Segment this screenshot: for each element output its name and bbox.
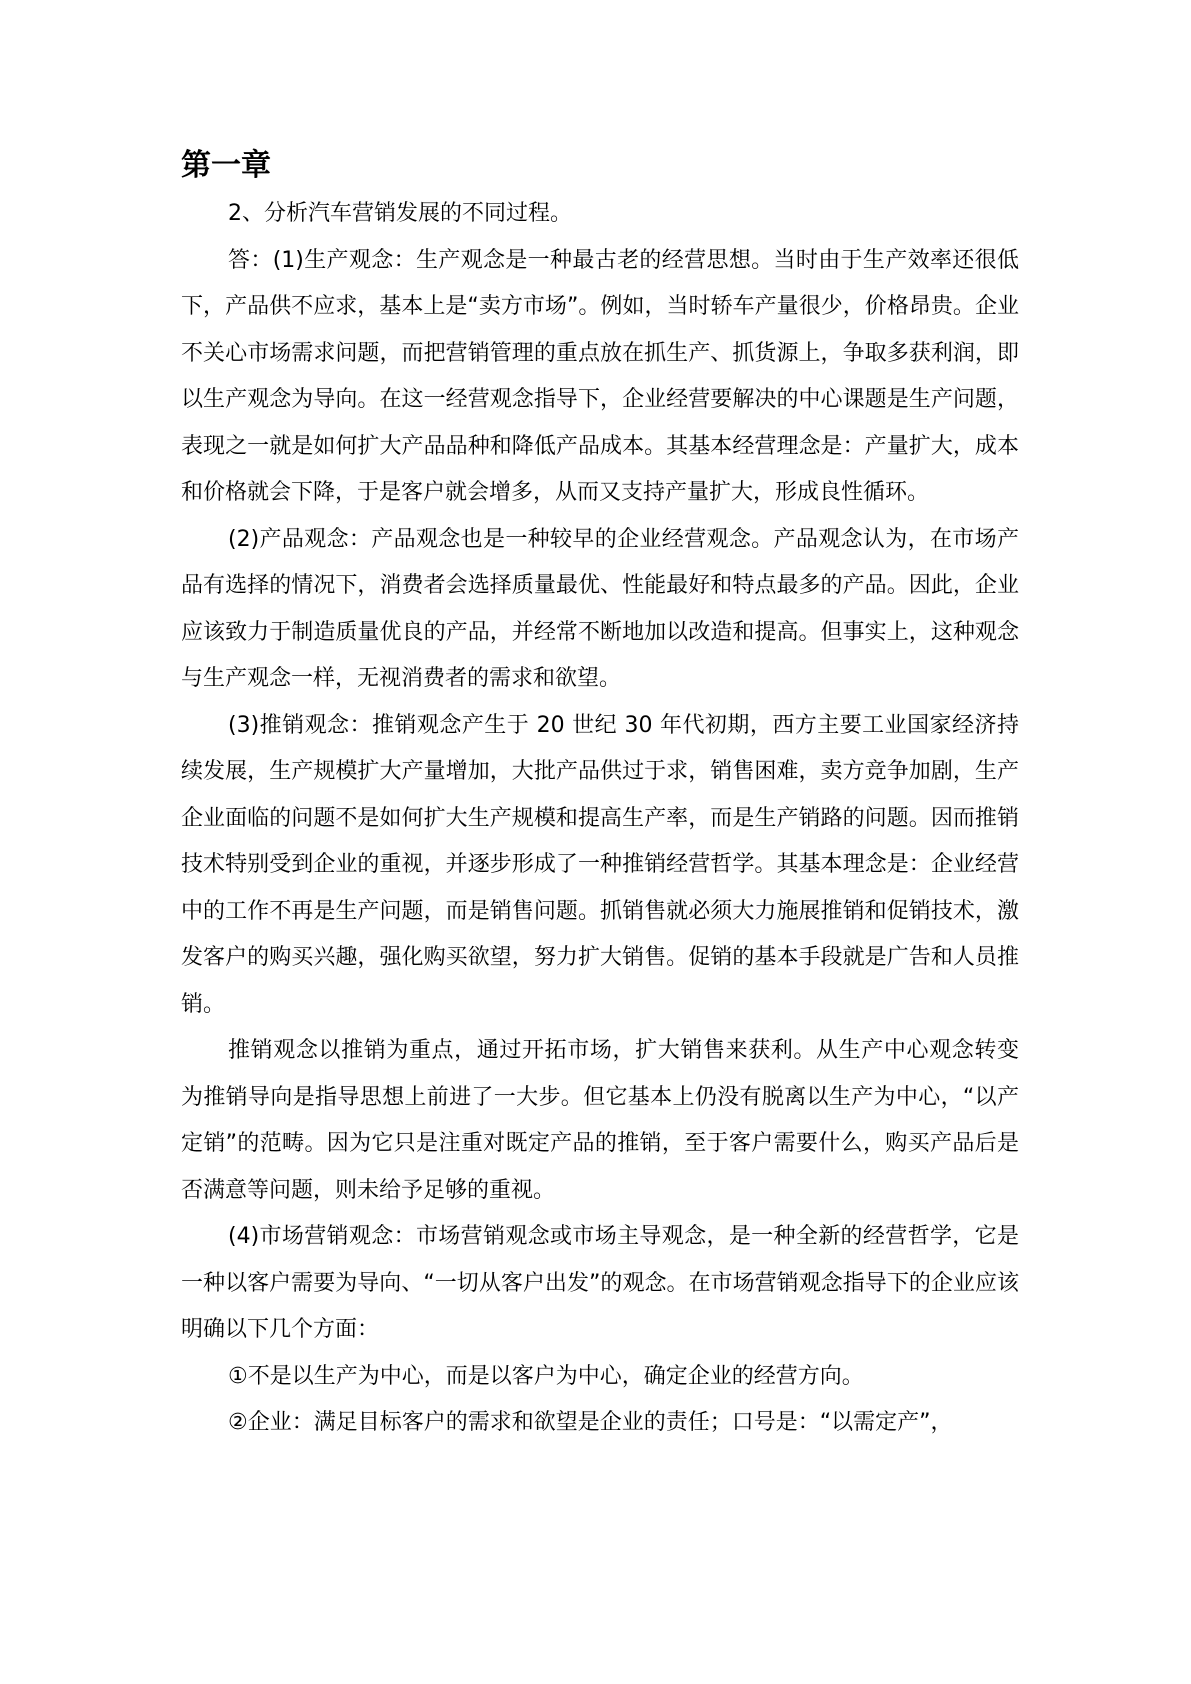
answer-selling-concept: (3)推销观念：推销观念产生于 20 世纪 30 年代初期，西方主要工业国家经济持续发展，生产规模扩大产量增加，大批产品供过于求，销售困难，卖方竞争加剧，生产企业面临的问题不是如何扩大生产规模和提高生产率，而是生产销路的问题。因而推销技术特别受到企业的重视，并逐步形成了一种推销经营哲学。其基本理念是：企业经营中的工作不再是生产问题，而是销售问题。抓销售就必须大力施展推销和促销技术，激发客户的购买兴趣，强化购买欲望，努力扩大销售。促销的基本手段就是广告和人员推销。: [181, 712, 1019, 1017]
document-body: [181, 148, 1019, 1447]
selling-concept-commentary: 推销观念以推销为重点，通过开拓市场，扩大销售来获利。从生产中心观念转变为推销导向是指导思想上前进了一大步。但它基本上仍没有脱离以生产为中心，“以产定销”的范畴。因为它只是注重对既定产品的推销，至于客户需要什么，购买产品后是否满意等问题，则未给予足够的重视。: [181, 1038, 1019, 1203]
question-heading: 2、分析汽车营销发展的不同过程。: [228, 201, 572, 226]
answer-product-concept: (2)产品观念：产品观念也是一种较早的企业经营观念。产品观念认为，在市场产品有选择的情况下，消费者会选择质量最优、性能最好和特点最多的产品。因此，企业应该致力于制造质量优良的产品，并经常不断地加以改造和提高。但事实上，这种观念与生产观念一样，无视消费者的需求和欲望。: [181, 526, 1019, 691]
answer-production-concept: 答：(1)生产观念：生产观念是一种最古老的经营思想。当时由于生产效率还很低下，产品供不应求，基本上是“卖方市场”。例如，当时轿车产量很少，价格昂贵。企业不关心市场需求问题，而把营销管理的重点放在抓生产、抓货源上，争取多获利润，即以生产观念为导向。在这一经营观念指导下，企业经营要解决的中心课题是生产问题，表现之一就是如何扩大产品品种和降低产品成本。其基本经营理念是：产量扩大，成本和价格就会下降，于是客户就会增多，从而又支持产量扩大，形成良性循环。: [181, 247, 1019, 505]
marketing-point-1: ①不是以生产为中心，而是以客户为中心，确定企业的经营方向。: [228, 1363, 864, 1389]
marketing-point-2: ②企业：满足目标客户的需求和欲望是企业的责任；口号是：“以需定产”，: [228, 1410, 953, 1435]
chapter-title: 第一章: [181, 148, 271, 183]
answer-marketing-concept: (4)市场营销观念：市场营销观念或市场主导观念，是一种全新的经营哲学，它是一种以客户需要为导向、“一切从客户出发”的观念。在市场营销观念指导下的企业应该明确以下几个方面：: [181, 1224, 1019, 1342]
